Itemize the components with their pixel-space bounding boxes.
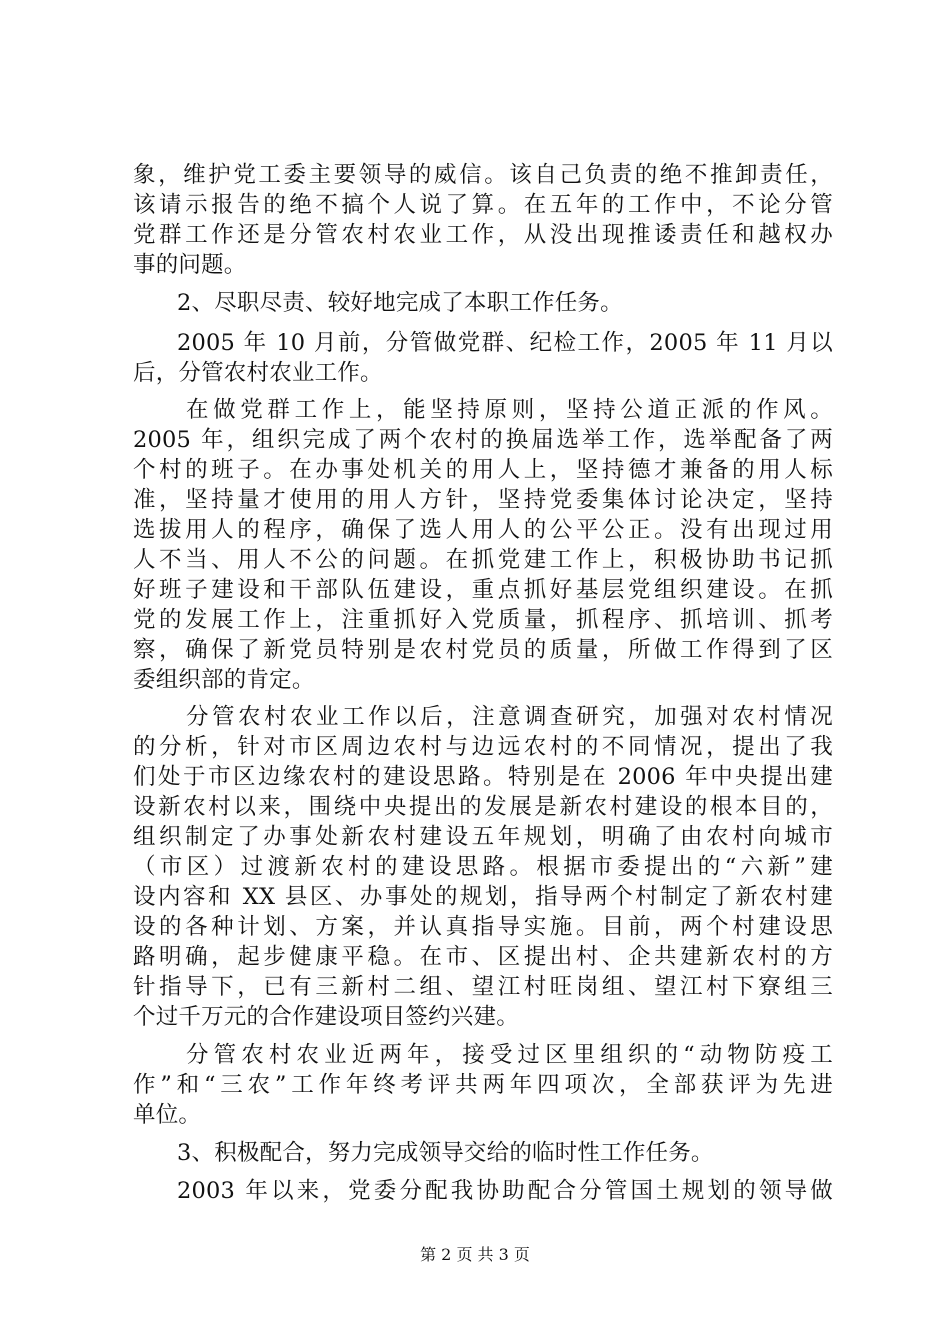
text-line: 路明确，起步健康平稳。在市、区提出村、企共建新农村的方 (133, 944, 833, 970)
text-line: 人不当、用人不公的问题。在抓党建工作上，积极协助书记抓 (133, 547, 833, 573)
text-line: 个过千万元的合作建设项目签约兴建。 (133, 1004, 519, 1030)
section-heading: 3、积极配合，努力完成领导交给的临时性工作任务。 (177, 1140, 714, 1166)
text-line: 个村的班子。在办事处机关的用人上，坚持德才兼备的用人标 (133, 457, 833, 483)
text-line: 后，分管农村农业工作。 (133, 360, 383, 386)
text-line: 的分析，针对市区周边农村与边远农村的不同情况，提出了我 (133, 734, 833, 760)
text-line: 选拔用人的程序，确保了选人用人的公平公正。没有出现过用 (133, 517, 833, 543)
text-line: 分管农村农业近两年，接受过区里组织的“动物防疫工 (186, 1042, 833, 1068)
text-line: 准，坚持量才使用的用人方针，坚持党委集体讨论决定，坚持 (133, 487, 833, 513)
text-line: 设新农村以来，围绕中央提出的发展是新农村建设的根本目的， (133, 794, 833, 820)
text-line: 组织制定了办事处新农村建设五年规划，明确了由农村向城市 (133, 824, 833, 850)
text-line: 委组织部的肯定。 (133, 667, 315, 693)
text-line: 单位。 (133, 1102, 202, 1128)
text-line: 2005 年，组织完成了两个农村的换届选举工作，选举配备了两 (133, 427, 833, 453)
text-line: 2003 年以来，党委分配我协助配合分管国土规划的领导做 (177, 1178, 833, 1204)
page-footer: 第 2 页 共 3 页 (420, 1245, 530, 1264)
text-line: 们处于市区边缘农村的建设思路。特别是在 2006 年中央提出建 (133, 764, 833, 790)
section-heading: 2、尽职尽责、较好地完成了本职工作任务。 (177, 290, 623, 316)
text-line: 设内容和 XX 县区、办事处的规划，指导两个村制定了新农村建 (133, 884, 833, 910)
text-line: 党的发展工作上，注重抓好入党质量，抓程序、抓培训、抓考 (133, 607, 833, 633)
text-line: 作”和“三农”工作年终考评共两年四项次，全部获评为先进 (133, 1072, 833, 1098)
text-line: 2005 年 10 月前，分管做党群、纪检工作，2005 年 11 月以 (177, 330, 833, 356)
text-line: 分管农村农业工作以后，注意调查研究，加强对农村情况 (186, 704, 833, 730)
text-line: 该请示报告的绝不搞个人说了算。在五年的工作中，不论分管 (133, 192, 833, 218)
text-line: 事的问题。 (133, 252, 247, 278)
text-line: 设的各种计划、方案，并认真指导实施。目前，两个村建设思 (133, 914, 833, 940)
text-line: 针指导下，已有三新村二组、望江村旺岗组、望江村下寮组三 (133, 974, 833, 1000)
text-line: 好班子建设和干部队伍建设，重点抓好基层党组织建设。在抓 (133, 577, 833, 603)
text-line: 在做党群工作上，能坚持原则，坚持公道正派的作风。 (186, 397, 833, 423)
text-line: 察，确保了新党员特别是农村党员的质量，所做工作得到了区 (133, 637, 833, 663)
text-line: 党群工作还是分管农村农业工作，从没出现推诿责任和越权办 (133, 222, 833, 248)
text-line: （市区）过渡新农村的建设思路。根据市委提出的“六新”建 (133, 854, 833, 880)
text-line: 象，维护党工委主要领导的威信。该自己负责的绝不推卸责任， (133, 162, 833, 188)
